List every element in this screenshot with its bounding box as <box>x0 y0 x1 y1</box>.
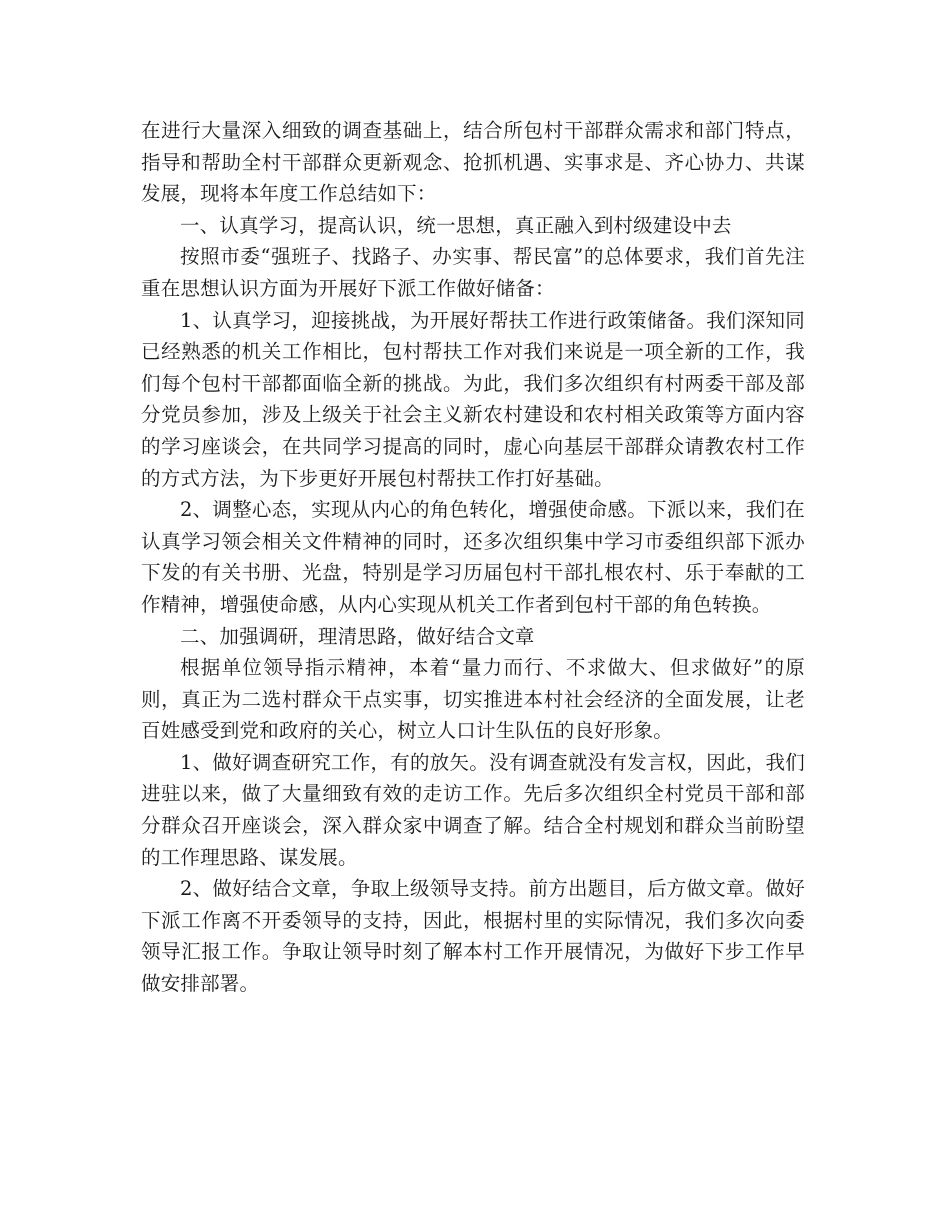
paragraph: 2、调整心态，实现从内心的角色转化，增强使命感。下派以来，我们在认真学习领会相关文件精神的同时，还多次组织集中学习市委组织部下派办下发的有关书册、光盘，特别是学习历届包村干部扎根农村、乐于奉献的工作精神，增强使命感，从内心实现从机关工作者到包村干部的角色转换。 <box>141 498 805 616</box>
section-heading-1: 一、认真学习，提高认识，统一思想，真正融入到村级建设中去 <box>180 213 732 237</box>
document-body <box>141 115 805 1000</box>
paragraph: 2、做好结合文章，争取上级领导支持。前方出题目，后方做文章。做好下派工作离不开委领导的支持，因此，根据村里的实际情况，我们多次向委领导汇报工作。争取让领导时刻了解本村工作开展情况，为做好下步工作早做安排部署。 <box>141 877 805 996</box>
paragraph: 1、做好调查研究工作，有的放矢。没有调查就没有发言权，因此，我们进驻以来，做了大量细致有效的走访工作。先后多次组织全村党员干部和部分群众召开座谈会，深入群众家中调查了解。结合全村规划和群众当前盼望的工作理思路、谋发展。 <box>141 750 805 869</box>
paragraph: 按照市委“强班子、找路子、办实事、帮民富”的总体要求，我们首先注重在思想认识方面为开展好下派工作做好储备： <box>141 245 805 300</box>
paragraph: 1、认真学习，迎接挑战，为开展好帮扶工作进行政策储备。我们深知同已经熟悉的机关工作相比，包村帮扶工作对我们来说是一项全新的工作，我们每个包村干部都面临全新的挑战。为此，我们多次组织有村两委干部及部分党员参加，涉及上级关于社会主义新农村建设和农村相关政策等方面内容的学习座谈会，在共同学习提高的同时，虚心向基层干部群众请教农村工作的方式方法，为下步更好开展包村帮扶工作打好基础。 <box>141 308 805 490</box>
section-heading-2: 二、加强调研，理清思路，做好结合文章 <box>180 624 535 648</box>
paragraph: 根据单位领导指示精神，本着“量力而行、不求做大、但求做好”的原则，真正为二选村群众干点实事，切实推进本村社会经济的全面发展，让老百姓感受到党和政府的关心，树立人口计生队伍的良好形象。 <box>141 656 805 743</box>
paragraph-intro: 在进行大量深入细致的调查基础上，结合所包村干部群众需求和部门特点，指导和帮助全村干部群众更新观念、抢抓机遇、实事求是、齐心协力、共谋发展，现将本年度工作总结如下： <box>141 119 805 206</box>
